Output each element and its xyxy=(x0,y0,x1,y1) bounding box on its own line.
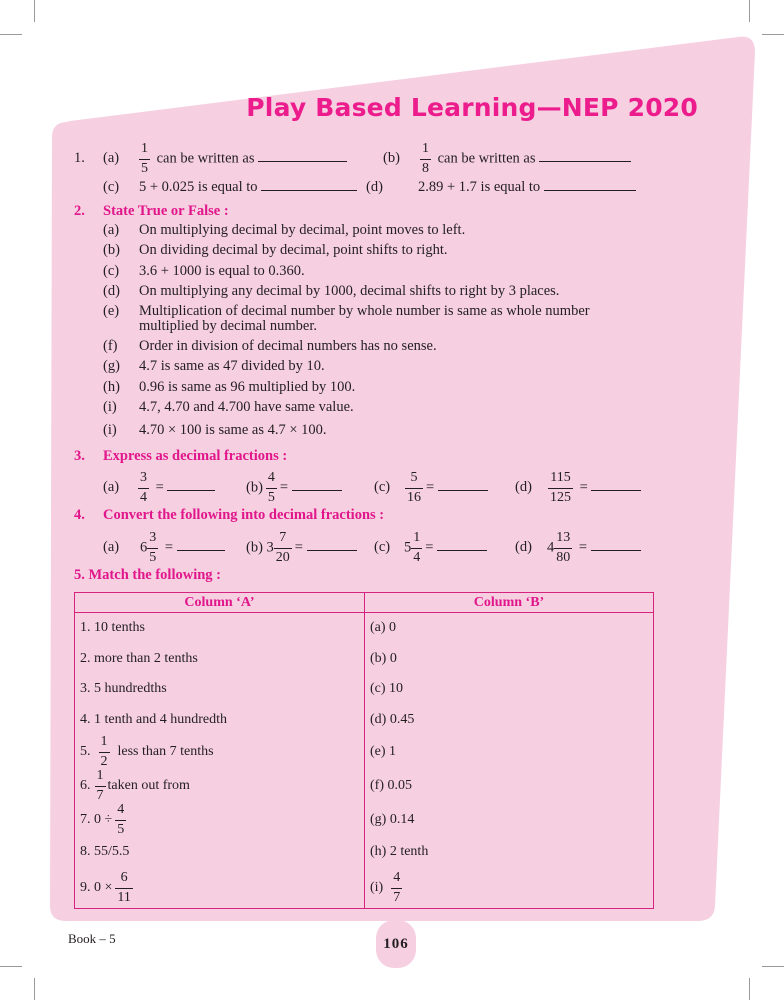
column-a-cell xyxy=(75,674,365,705)
item-label: (g) xyxy=(103,358,120,374)
numerator: 1 xyxy=(96,768,104,783)
column-a-cell xyxy=(75,868,365,909)
q3-heading xyxy=(74,448,287,465)
numerator: 1 xyxy=(141,141,148,156)
denominator: 20 xyxy=(275,550,290,565)
book-label: Book – 5 xyxy=(68,931,116,946)
column-a-cell xyxy=(75,705,365,736)
table-row xyxy=(75,644,654,675)
cell-text: 8. 55/5.5 xyxy=(80,844,130,860)
item-label: (d) xyxy=(515,539,532,556)
item-text: 3.6 + 1000 is equal to 0.360. xyxy=(139,263,305,279)
fraction xyxy=(115,871,132,905)
table-row xyxy=(75,769,654,803)
fraction xyxy=(138,471,149,505)
fraction xyxy=(274,531,292,565)
answer-blank xyxy=(292,480,342,491)
column-b-cell: (b) 0 xyxy=(365,644,654,675)
denominator: 4 xyxy=(140,490,147,505)
item-label: (a) xyxy=(103,539,120,556)
fraction xyxy=(95,769,106,803)
fraction xyxy=(548,471,573,505)
q1a-label: (a) xyxy=(103,150,120,167)
item-label: (c) xyxy=(374,479,391,496)
cell-text: 3. 5 hundredths xyxy=(80,681,167,697)
table-row xyxy=(75,868,654,909)
numerator: 3 xyxy=(149,530,157,545)
table-row xyxy=(75,837,654,868)
q2-item xyxy=(103,358,325,375)
item-text: 4.70 × 100 is same as 4.7 × 100. xyxy=(139,422,327,438)
numerator: 4 xyxy=(267,470,275,485)
cell-text: 5. xyxy=(80,744,91,760)
column-b-cell xyxy=(365,868,654,909)
column-b-cell: (a) 0 xyxy=(365,613,654,644)
fraction xyxy=(139,142,150,176)
denominator: 7 xyxy=(96,788,104,803)
q4-heading xyxy=(74,507,384,524)
item-text: Multiplication of decimal number by whole number is same as whole number xyxy=(139,303,590,319)
fraction xyxy=(266,471,277,505)
numerator: 6 xyxy=(120,869,128,885)
answer-blank xyxy=(438,480,488,491)
fraction xyxy=(391,871,402,905)
q1b-text: can be written as xyxy=(437,150,536,167)
q3-item: (a) $\frac{3}{4}$ = xyxy=(103,471,215,505)
numerator: 1 xyxy=(422,141,429,156)
answer-blank xyxy=(591,480,641,491)
denominator: 4 xyxy=(413,550,421,565)
q4-item: (b) 3 $\frac{7}{20}$ = xyxy=(246,531,357,565)
answer-blank xyxy=(591,540,641,551)
q1c-label: (c) xyxy=(103,179,120,195)
cell-text: 2. more than 2 tenths xyxy=(80,650,198,666)
numerator: 115 xyxy=(550,470,571,485)
q2-item xyxy=(103,338,437,355)
q3-item: (b) $\frac{4}{5}$ = xyxy=(246,471,342,505)
denominator: 125 xyxy=(550,490,571,505)
q3-item: (d) $\frac{115}{125}$ = xyxy=(515,471,641,505)
whole-number: 6 xyxy=(140,539,148,556)
column-a-cell xyxy=(75,769,365,803)
column-b-cell: (f) 0.05 xyxy=(365,769,654,803)
q2-title: State True or False : xyxy=(103,203,229,219)
item-text: 4.7, 4.70 and 4.700 have same value. xyxy=(139,399,354,415)
q2-number: 2. xyxy=(74,203,85,219)
table-row xyxy=(75,705,654,736)
fraction xyxy=(115,803,126,837)
fraction xyxy=(405,471,423,505)
item-label: (b) xyxy=(246,479,263,496)
numerator: 4 xyxy=(393,869,401,885)
q1-number: 1. xyxy=(74,150,85,167)
denominator: 80 xyxy=(556,550,571,565)
denominator: 5 xyxy=(117,822,125,837)
column-b-cell: (e) 1 xyxy=(365,735,654,769)
match-table xyxy=(74,592,654,909)
answer-blank xyxy=(167,480,215,491)
q3-title: Express as decimal fractions : xyxy=(103,448,288,464)
item-label: (d) xyxy=(515,479,532,496)
denominator: 2 xyxy=(100,754,108,769)
q3-item: (c) $\frac{5}{16}$ = xyxy=(374,471,488,505)
q2-item xyxy=(103,222,465,239)
q4-title: Convert the following into decimal fractions : xyxy=(103,507,385,523)
item-label: (i) xyxy=(103,399,117,415)
answer-blank xyxy=(437,540,487,551)
numerator: 4 xyxy=(117,802,125,817)
cell-text: (i) xyxy=(370,879,384,895)
item-label: (e) xyxy=(103,303,120,319)
numerator: 13 xyxy=(556,530,571,545)
q4-item: (d) 4 $\frac{13}{80}$ = xyxy=(515,531,641,565)
item-label: (c) xyxy=(103,263,120,279)
table-header-row xyxy=(75,593,654,613)
item-text: Order in division of decimal numbers has no sense. xyxy=(139,338,437,354)
item-label: (i) xyxy=(103,422,117,438)
item-label: (b) xyxy=(103,242,120,258)
q2-item xyxy=(103,304,590,334)
numerator: 1 xyxy=(100,734,108,749)
q1d-label: (d) xyxy=(366,179,383,195)
q4-number: 4. xyxy=(74,507,85,523)
q1-row-1 xyxy=(74,142,347,176)
cell-text: 9. 0 × xyxy=(80,879,113,895)
denominator: 8 xyxy=(422,161,429,176)
q2-item xyxy=(103,399,354,416)
answer-blank xyxy=(258,151,347,162)
q2-item xyxy=(103,422,327,439)
table-row xyxy=(75,674,654,705)
q1d xyxy=(366,179,636,196)
q1-row-2 xyxy=(103,179,357,196)
item-label: (h) xyxy=(103,379,120,395)
page-number: 106 xyxy=(383,936,409,952)
item-text: 4.7 is same as 47 divided by 10. xyxy=(139,358,325,374)
item-text: 0.96 is same as 96 multiplied by 100. xyxy=(139,379,356,395)
column-b-cell: (c) 10 xyxy=(365,674,654,705)
q2-item xyxy=(103,242,448,259)
answer-blank xyxy=(177,540,225,551)
item-text: On multiplying any decimal by 1000, decimal shifts to right by 3 places. xyxy=(139,283,560,299)
column-b-cell: (d) 0.45 xyxy=(365,705,654,736)
item-label: (d) xyxy=(103,283,120,299)
whole-number: 5 xyxy=(404,539,412,556)
q4-item: (c) 5 $\frac{1}{4}$ = xyxy=(374,531,487,565)
column-a-cell xyxy=(75,837,365,868)
item-text: On dividing decimal by decimal, point shifts to right. xyxy=(139,242,448,258)
denominator: 7 xyxy=(393,889,401,905)
whole-number: 4 xyxy=(547,539,555,556)
denominator: 5 xyxy=(267,490,275,505)
q1b-label: (b) xyxy=(383,150,400,167)
column-b-cell: (g) 0.14 xyxy=(365,803,654,837)
q1b xyxy=(383,142,631,176)
column-a-header: Column ‘A’ xyxy=(75,593,365,613)
item-label: (a) xyxy=(103,479,120,496)
cell-text: taken out from xyxy=(107,778,190,794)
q2-heading xyxy=(74,203,229,220)
column-a-cell xyxy=(75,644,365,675)
item-text: On multiplying decimal by decimal, point moves to left. xyxy=(139,222,466,238)
numerator: 5 xyxy=(410,470,418,485)
q1c-text: 5 + 0.025 is equal to xyxy=(139,179,258,195)
column-a-cell xyxy=(75,613,365,644)
item-text: multiplied by decimal number. xyxy=(139,318,317,334)
denominator: 5 xyxy=(149,550,157,565)
q2-item xyxy=(103,283,559,300)
q3-number: 3. xyxy=(74,448,85,464)
q1a-text: can be written as xyxy=(156,150,255,167)
cell-text: 6. xyxy=(80,778,91,794)
q4-item: (a) 6 $\frac{3}{5}$ = xyxy=(103,531,225,565)
denominator: 5 xyxy=(141,161,148,176)
denominator: 11 xyxy=(117,889,131,905)
item-label: (b) xyxy=(246,539,263,556)
item-label: (f) xyxy=(103,338,118,354)
q2-item xyxy=(103,379,355,396)
fraction xyxy=(411,531,422,565)
denominator: 16 xyxy=(407,490,421,505)
answer-blank xyxy=(539,151,631,162)
cell-text: less than 7 tenths xyxy=(117,744,214,760)
q1d-text: 2.89 + 1.7 is equal to xyxy=(418,179,541,195)
column-b-header: Column ‘B’ xyxy=(365,593,654,613)
cell-text: 1. 10 tenths xyxy=(80,620,145,636)
column-a-cell xyxy=(75,803,365,837)
answer-blank xyxy=(307,540,357,551)
q5-heading: 5. Match the following : xyxy=(74,567,221,583)
numerator: 1 xyxy=(413,530,421,545)
column-b-cell: (h) 2 tenth xyxy=(365,837,654,868)
answer-blank xyxy=(261,180,357,191)
table-row xyxy=(75,613,654,644)
answer-blank xyxy=(544,180,636,191)
table-row xyxy=(75,735,654,769)
q2-item xyxy=(103,263,305,280)
numerator: 3 xyxy=(140,470,147,485)
item-label: (c) xyxy=(374,539,391,556)
numerator: 7 xyxy=(279,530,287,545)
cell-text: 4. 1 tenth and 4 hundredth xyxy=(80,711,227,727)
fraction xyxy=(147,531,158,565)
fraction xyxy=(554,531,572,565)
cell-text: 7. 0 ÷ xyxy=(80,812,113,828)
item-label: (a) xyxy=(103,222,120,238)
page-number-tab xyxy=(376,920,416,968)
page-title: Play Based Learning—NEP 2020 xyxy=(246,93,698,122)
fraction xyxy=(420,142,431,176)
column-a-cell xyxy=(75,735,365,769)
table-row xyxy=(75,803,654,837)
fraction xyxy=(99,735,110,769)
whole-number: 3 xyxy=(266,539,274,556)
